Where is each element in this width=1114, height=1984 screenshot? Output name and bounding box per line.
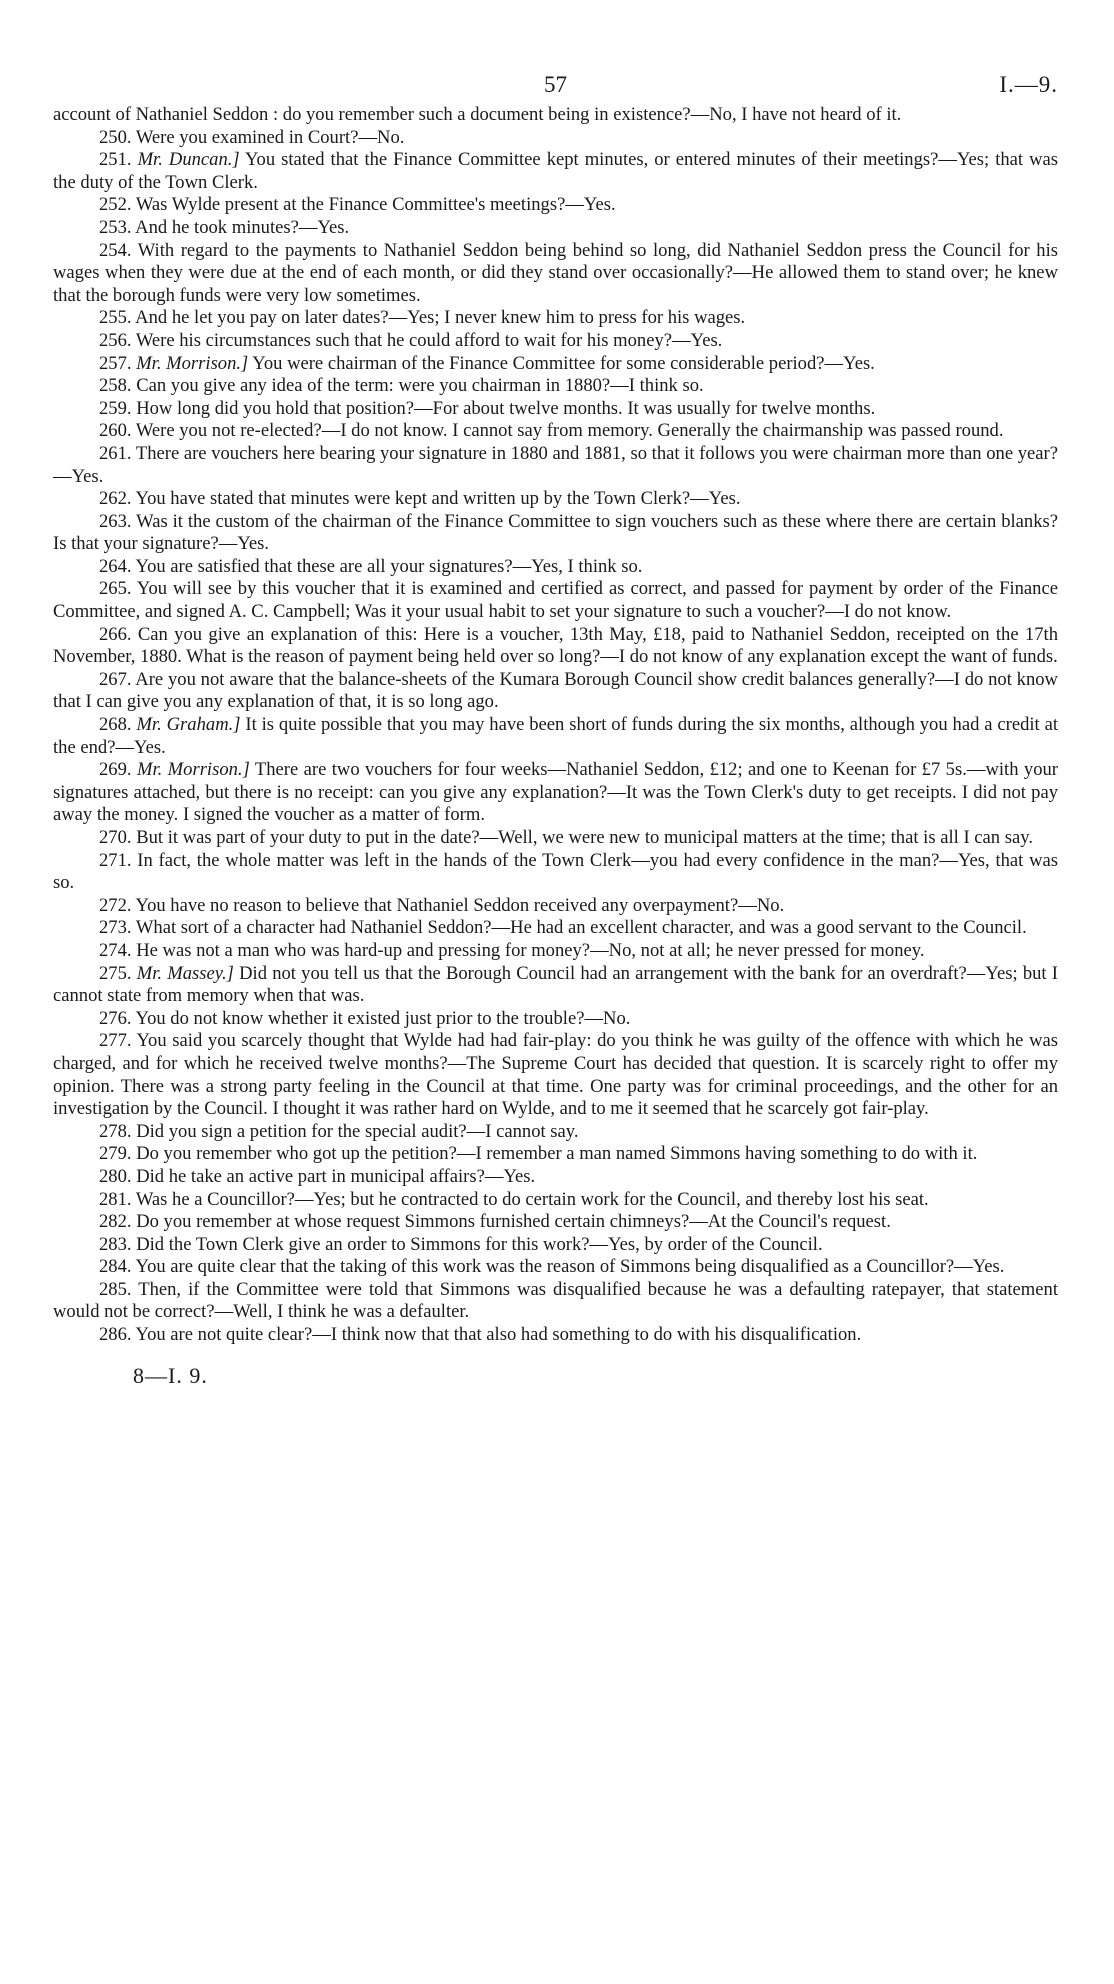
paragraph — [53, 917, 1058, 940]
paragraph-text: 254. With regard to the payments to Nathaniel Seddon being behind so long, did Nathaniel Seddon press the Council for his wages when they were due at the end of each month, or did they stand over occasionally?—He allowed them to stand over; he knew that the borough funds were very low sometimes. — [53, 239, 1058, 306]
page-number: 57 — [544, 72, 567, 97]
paragraph-text: 272. You have no reason to believe that Nathaniel Seddon received any overpayment?—No. — [99, 894, 785, 916]
paragraph-text: 284. You are quite clear that the taking of this work was the reason of Simmons being disqualified as a Councillor?—Yes. — [99, 1256, 1005, 1278]
paragraph — [53, 127, 1058, 150]
paragraph-text: 262. You have stated that minutes were kept and written up by the Town Clerk?—Yes. — [99, 488, 741, 510]
question-number: 275. — [99, 962, 137, 984]
paragraph — [53, 624, 1058, 669]
speaker-name: Mr. Graham.] — [136, 714, 241, 736]
speaker-name: Mr. Morrison.] — [136, 352, 249, 374]
question-number: 269. — [99, 759, 137, 781]
paragraph — [53, 104, 1058, 127]
paragraph-text: 265. You will see by this voucher that it is examined and certified as correct, and passed for payment by order of the Finance Committee, and signed A. C. Campbell; Was it your usual habit to set your signature to such a voucher?—I do not know. — [53, 578, 1058, 623]
paragraph-text: account of Nathaniel Seddon : do you remember such a document being in existence?—No, I have not heard of it. — [53, 104, 902, 125]
paragraph — [53, 578, 1058, 623]
paragraph — [53, 149, 1058, 194]
question-number: 257. — [99, 352, 137, 374]
paragraph — [53, 1256, 1058, 1279]
paragraph — [53, 307, 1058, 330]
paragraph-text: 264. You are satisfied that these are all your signatures?—Yes, I think so. — [99, 555, 643, 577]
paragraph-text: 250. Were you examined in Court?—No. — [99, 126, 405, 148]
paragraph-text: 273. What sort of a character had Nathaniel Seddon?—He had an excellent character, and was a good servant to the Council. — [99, 917, 1027, 939]
paragraph-text: 283. Did the Town Clerk give an order to Simmons for this work?—Yes, by order of the Council. — [99, 1233, 823, 1255]
paragraph-text: 266. Can you give an explanation of this: Here is a voucher, 13th May, £18, paid to Nathaniel Seddon, receipted on the 17th November, 1880. What is the reason of payment being held over so long?—I do not know of any explanation except the want of funds. — [53, 623, 1058, 668]
paragraph-text: 270. But it was part of your duty to put in the date?—Well, we were new to municipal matters at the time; that is all I can say. — [99, 827, 1033, 848]
paragraph — [53, 827, 1058, 850]
paragraph — [53, 895, 1058, 918]
paragraph — [53, 759, 1058, 827]
paragraph — [53, 556, 1058, 579]
paragraph — [53, 963, 1058, 1008]
paragraph-text: It is quite possible that you may have been short of funds during the six months, although you had a credit at the end?—Yes. — [53, 714, 1059, 758]
document-body — [53, 104, 1058, 1347]
paragraph — [53, 714, 1058, 759]
paragraph — [53, 488, 1058, 511]
paragraph-text: 258. Can you give any idea of the term: were you chairman in 1880?—I think so. — [99, 375, 704, 397]
paragraph — [53, 850, 1058, 895]
paragraph — [53, 1166, 1058, 1189]
paragraph-text: 259. How long did you hold that position?—For about twelve months. It was usually for twelve months. — [99, 397, 876, 419]
paragraph — [53, 1143, 1058, 1166]
paragraph-text: 277. You said you scarcely thought that Wylde had had fair-play: do you think he was guilty of the offence with which he was charged, and for which he received twelve months?—The Supreme Court has decided that question. It is scarcely right to offer my opinion. There was a strong party feeling in the Council at that time. One party was for criminal proceedings, and the other for an investigation by the Council. I thought it was rather hard on Wylde, and to me it seemed that he scarcely got fair-play. — [53, 1030, 1058, 1120]
paragraph — [53, 330, 1058, 353]
paragraph — [53, 1279, 1058, 1324]
paragraph — [53, 194, 1058, 217]
speaker-name: Mr. Morrison.] — [136, 759, 250, 781]
paragraph — [53, 1121, 1058, 1144]
paragraph-text: 281. Was he a Councillor?—Yes; but he contracted to do certain work for the Council, and thereby lost his seat. — [99, 1188, 929, 1210]
paragraph — [53, 443, 1058, 488]
paragraph-text: 279. Do you remember who got up the petition?—I remember a man named Simmons having something to do with it. — [99, 1143, 978, 1165]
paragraph-text: You were chairman of the Finance Committee for some considerable period?—Yes. — [248, 352, 875, 374]
document-page — [53, 72, 1058, 1389]
paragraph-text: 285. Then, if the Committee were told that Simmons was disqualified because he was a defaulting ratepayer, that statement would not be correct?—Well, I think he was a defaulter. — [53, 1278, 1058, 1323]
question-number: 251. — [99, 149, 138, 171]
paragraph-text: 267. Are you not aware that the balance-sheets of the Kumara Borough Council show credit balances generally?—I do not know that I can give you any explanation of that, it is so long ago. — [53, 668, 1058, 713]
page-header — [53, 72, 1058, 104]
question-number: 268. — [99, 714, 137, 736]
paragraph — [53, 1234, 1058, 1257]
paragraph-text: 280. Did he take an active part in municipal affairs?—Yes. — [99, 1165, 536, 1187]
paragraph — [53, 1008, 1058, 1031]
speaker-name: Mr. Massey.] — [136, 962, 234, 984]
paragraph-text: 282. Do you remember at whose request Simmons furnished certain chimneys?—At the Council's request. — [99, 1211, 891, 1233]
paragraph — [53, 511, 1058, 556]
paragraph — [53, 669, 1058, 714]
paragraph-text: There are two vouchers for four weeks—Nathaniel Seddon, £12; and one to Keenan for £7 5s.—with your signatures attached, but there is no receipt: can you give any explanation?—It was the Town Clerk's duty to get receipts. I did not pay away the money. I signed the voucher as a matter of form. — [53, 759, 1059, 826]
paragraph-text: 263. Was it the custom of the chairman of the Finance Committee to sign vouchers such as these where there are certain blanks? Is that your signature?—Yes. — [53, 510, 1058, 555]
paper-reference: I.—9. — [999, 72, 1058, 97]
paragraph-text: You stated that the Finance Committee kept minutes, or entered minutes of their meetings?—Yes; that was the duty of the Town Clerk. — [53, 149, 1059, 193]
paragraph — [53, 1030, 1058, 1120]
paragraph — [53, 398, 1058, 421]
paragraph — [53, 940, 1058, 963]
paragraph-text: Did not you tell us that the Borough Council had an arrangement with the bank for an overdraft?—Yes; but I cannot state from memory when that was. — [53, 962, 1058, 1007]
sheet-signature: 8—I. 9. — [133, 1362, 208, 1388]
paragraph — [53, 1211, 1058, 1234]
paragraph-text: 278. Did you sign a petition for the special audit?—I cannot say. — [99, 1120, 579, 1142]
paragraph — [53, 353, 1058, 376]
paragraph-text: 261. There are vouchers here bearing your signature in 1880 and 1881, so that it follows you were chairman more than one year?—Yes. — [53, 442, 1058, 487]
paragraph-text: 271. In fact, the whole matter was left in the hands of the Town Clerk—you had every confidence in the man?—Yes, that was so. — [53, 849, 1058, 894]
paragraph — [53, 375, 1058, 398]
paragraph — [53, 1324, 1058, 1347]
paragraph — [53, 217, 1058, 240]
paragraph-text: 256. Were his circumstances such that he could afford to wait for his money?—Yes. — [99, 329, 723, 351]
paragraph-text: 253. And he took minutes?—Yes. — [99, 216, 350, 238]
paragraph — [53, 1189, 1058, 1212]
paragraph-text: 255. And he let you pay on later dates?—Yes; I never knew him to press for his wages. — [99, 307, 746, 329]
paragraph-text: 260. Were you not re-elected?—I do not know. I cannot say from memory. Generally the chairmanship was passed round. — [99, 420, 1004, 442]
paragraph-text: 286. You are not quite clear?—I think now that that also had something to do with his disqualification. — [99, 1324, 862, 1346]
paragraph-text: 252. Was Wylde present at the Finance Committee's meetings?—Yes. — [99, 194, 616, 216]
paragraph-text: 276. You do not know whether it existed just prior to the trouble?—No. — [99, 1007, 631, 1029]
paragraph — [53, 420, 1058, 443]
speaker-name: Mr. Duncan.] — [137, 149, 240, 171]
paragraph-text: 274. He was not a man who was hard-up and pressing for money?—No, not at all; he never pressed for money. — [99, 939, 925, 961]
paragraph — [53, 240, 1058, 308]
